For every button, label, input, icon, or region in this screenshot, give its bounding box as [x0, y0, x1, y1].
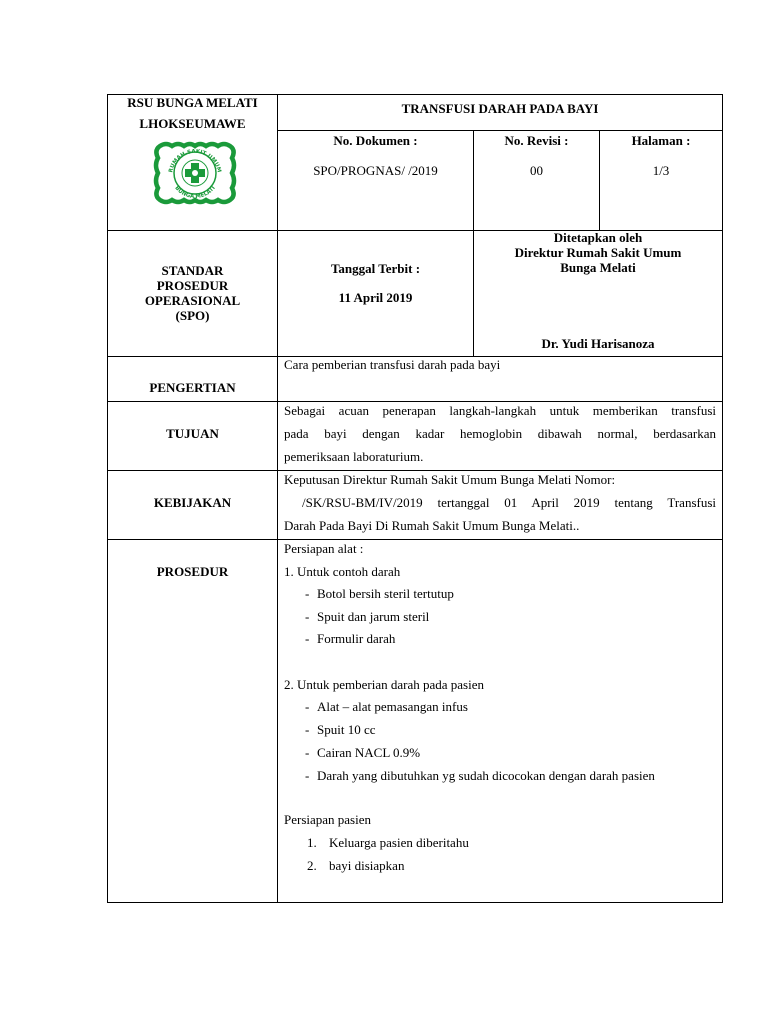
dash-marker: -	[305, 699, 310, 714]
issue-date-value: 11 April 2019	[338, 290, 413, 305]
issue-date-label: Tanggal Terbit :	[330, 261, 421, 276]
list-item: Spuit 10 cc	[317, 722, 376, 737]
group2-title: 2. Untuk pemberian darah pada pasien	[284, 677, 484, 692]
page-label: Halaman :	[631, 133, 691, 148]
dash-marker: -	[305, 609, 310, 624]
list-number: 2.	[307, 858, 317, 873]
table-line-kebijakan-end	[107, 539, 723, 540]
approved-label: Ditetapkan oleh	[553, 230, 643, 245]
spo-line-3: OPERASIONAL	[144, 293, 241, 308]
tujuan-line-1: Sebagai acuan penerapan langkah-langkah untuk memberikan transfusi	[284, 403, 716, 418]
doc-no-label: No. Dokumen :	[333, 133, 418, 148]
hospital-logo-icon	[150, 140, 240, 206]
doc-no-value: SPO/PROGNAS/ /2019	[313, 163, 438, 178]
list-item: Formulir darah	[317, 631, 396, 646]
alat-heading: Persiapan alat :	[284, 541, 364, 556]
pasien-heading: Persiapan pasien	[284, 812, 372, 827]
hospital-name: RSU BUNGA MELATI	[127, 95, 258, 110]
table-line-title	[277, 130, 723, 131]
tujuan-line-3: pemeriksaan laboraturium.	[284, 449, 424, 464]
director-name: Dr. Yudi Harisanoza	[541, 336, 655, 351]
dash-marker: -	[305, 631, 310, 646]
page-value: 1/3	[652, 163, 670, 178]
list-item: Botol bersih steril tertutup	[317, 586, 454, 601]
pengertian-label: PENGERTIAN	[149, 380, 236, 395]
tujuan-label: TUJUAN	[166, 426, 219, 441]
kebijakan-line-3: Darah Pada Bayi Di Rumah Sakit Umum Bunga Melati..	[284, 518, 580, 533]
list-number: 1.	[307, 835, 317, 850]
spo-line-4: (SPO)	[175, 308, 210, 323]
kebijakan-line-2: /SK/RSU-BM/IV/2019 tertanggal 01 April 2019 tentang Transfusi	[302, 495, 716, 510]
list-item: bayi disiapkan	[329, 858, 405, 873]
hospital-city: LHOKSEUMAWE	[139, 116, 246, 131]
logo-text-top: RUMAH SAKIT UMUM	[168, 148, 222, 174]
revision-label: No. Revisi :	[504, 133, 569, 148]
dash-marker: -	[305, 722, 310, 737]
revision-value: 00	[530, 163, 543, 178]
dash-marker: -	[305, 586, 310, 601]
list-item: Cairan NACL 0.9%	[317, 745, 421, 760]
dash-marker: -	[305, 745, 310, 760]
document-title: TRANSFUSI DARAH PADA BAYI	[401, 101, 599, 116]
dash-marker: -	[305, 768, 310, 783]
approved-by-line-1: Direktur Rumah Sakit Umum	[514, 245, 682, 260]
list-item: Darah yang dibutuhkan yg sudah dicocokan dengan darah pasien	[317, 768, 655, 783]
prosedur-label: PROSEDUR	[156, 564, 229, 579]
list-item: Alat – alat pemasangan infus	[317, 699, 468, 714]
kebijakan-line-1: Keputusan Direktur Rumah Sakit Umum Bunga Melati Nomor:	[284, 472, 616, 487]
kebijakan-label: KEBIJAKAN	[153, 495, 232, 510]
group1-title: 1. Untuk contoh darah	[284, 564, 401, 579]
list-item: Spuit dan jarum steril	[317, 609, 430, 624]
spo-line-2: PROSEDUR	[156, 278, 229, 293]
tujuan-line-2: pada bayi dengan kadar hemoglobin dibawah normal, berdasarkan	[284, 426, 716, 441]
list-item: Keluarga pasien diberitahu	[329, 835, 469, 850]
table-border-bottom	[107, 902, 723, 903]
spo-line-1: STANDAR	[161, 263, 224, 278]
pengertian-text: Cara pemberian transfusi darah pada bayi	[284, 357, 501, 372]
table-column-divider	[277, 94, 278, 903]
table-border-right	[722, 94, 723, 903]
logo-text-bottom: BUNGA MELATI	[173, 185, 217, 201]
table-line-pengertian-end	[107, 401, 723, 402]
table-line-tujuan-end	[107, 470, 723, 471]
approved-by-line-2: Bunga Melati	[560, 260, 636, 275]
